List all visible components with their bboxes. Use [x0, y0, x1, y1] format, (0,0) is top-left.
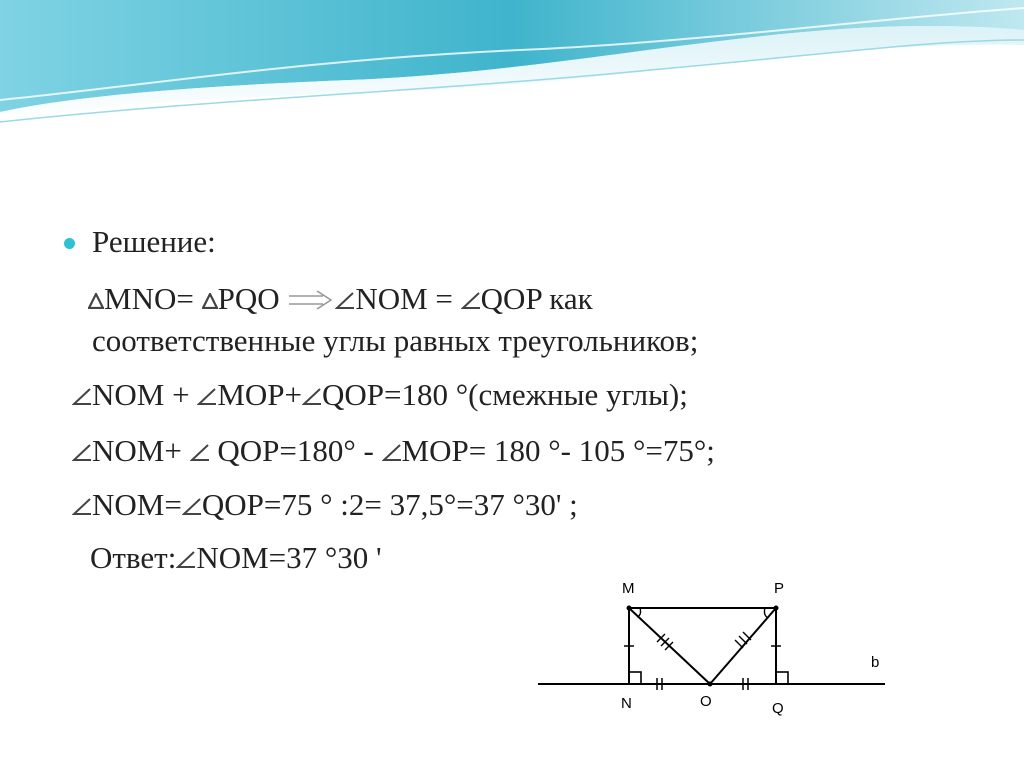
line3-text-3: QOP=180 °(смежные углы);	[322, 377, 688, 412]
angle-icon	[197, 385, 217, 407]
angle-icon	[182, 495, 202, 517]
label-q: Q	[772, 700, 784, 717]
angle-icon	[382, 441, 402, 463]
label-p: P	[774, 580, 785, 597]
answer-line	[90, 540, 382, 576]
line3-text-2: MOP+	[217, 377, 303, 412]
right-angle-mark-n	[629, 672, 641, 684]
line3-text-1: NOM +	[92, 377, 190, 412]
angle-icon	[72, 495, 92, 517]
equation-line-5	[72, 487, 578, 523]
answer-label: Ответ:	[90, 540, 177, 575]
label-o: O	[700, 693, 712, 710]
point-o	[708, 682, 713, 687]
label-m: M	[622, 580, 635, 597]
tick-po-1	[735, 640, 743, 648]
triangle-icon	[88, 293, 104, 309]
angle-icon	[335, 289, 355, 311]
point-p	[774, 606, 779, 611]
angle-icon	[176, 548, 196, 570]
line4-text-2: QOP=180° -	[209, 433, 374, 468]
bullet-dot	[64, 238, 75, 249]
angle-icon	[72, 385, 92, 407]
implies-arrow-icon	[287, 289, 335, 311]
line1-text-2: PQO	[217, 281, 280, 316]
diagram-svg	[520, 545, 913, 742]
geometry-diagram	[520, 545, 913, 742]
right-angle-mark-q	[776, 672, 788, 684]
line5-text-2: QOP=75 ° :2= 37,5°=37 °30' ;	[201, 487, 578, 522]
label-n: N	[621, 695, 632, 712]
angle-icon	[302, 385, 322, 407]
label-b: b	[871, 654, 880, 671]
triangle-icon	[202, 293, 218, 309]
equation-line-3	[72, 377, 688, 413]
answer-value: NOM=37 °30 '	[196, 540, 382, 575]
equation-line-2: соответственные углы равных треугольников;	[92, 323, 699, 358]
line4-text-1: NOM+	[92, 433, 182, 468]
heading: Решение:	[92, 224, 216, 259]
angle-icon	[190, 441, 210, 463]
line4-text-3: MOP= 180 °- 105 °=75°;	[401, 433, 715, 468]
point-m	[627, 606, 632, 611]
angle-icon	[461, 289, 481, 311]
equation-line-1	[88, 281, 593, 317]
angle-icon	[72, 441, 92, 463]
tick-po-3	[743, 632, 751, 640]
line1-text-4: QOP как	[480, 281, 593, 316]
equation-line-4	[72, 433, 715, 469]
line5-text-1: NOM=	[92, 487, 182, 522]
segment-po	[710, 608, 776, 684]
line1-text-1: MNO=	[104, 281, 194, 316]
line1-text-3: NOM =	[355, 281, 453, 316]
tick-po-2	[739, 636, 747, 644]
